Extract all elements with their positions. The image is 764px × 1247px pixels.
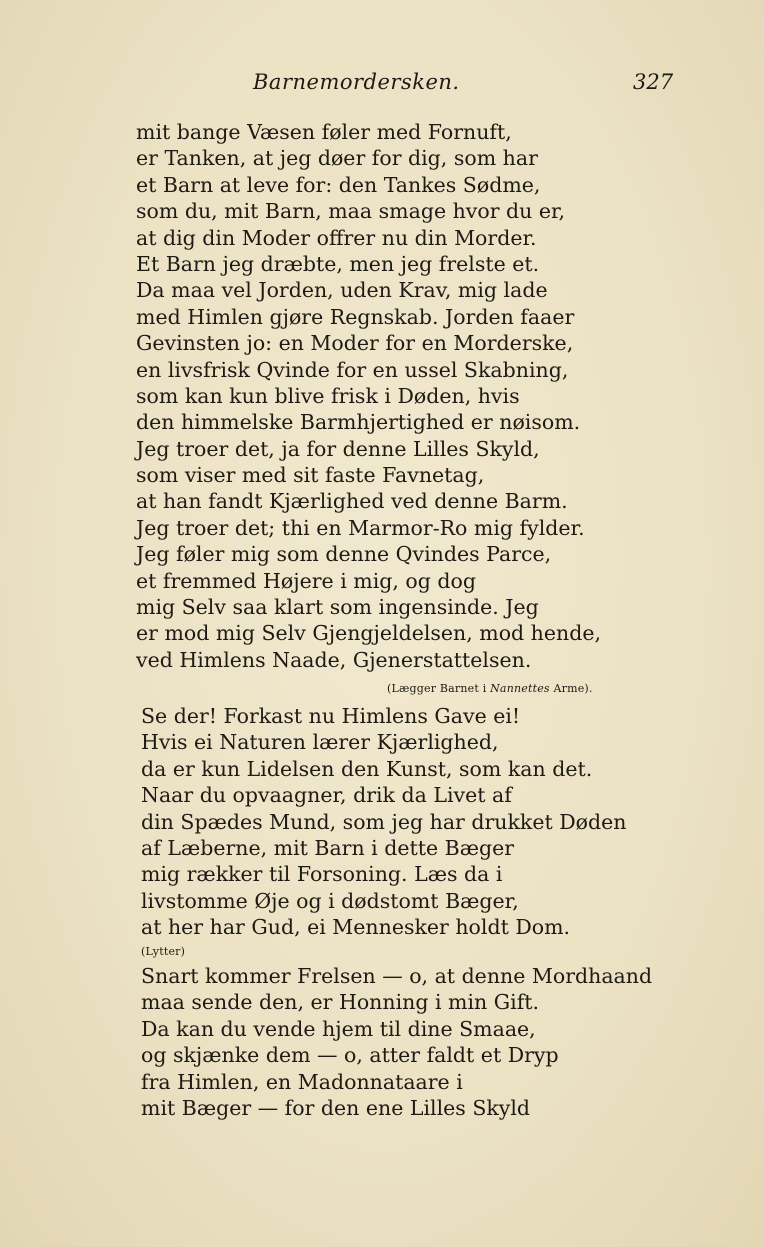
verse-line: som viser med sit faste Favnetag, xyxy=(136,463,485,488)
verse-line: et Barn at leve for: den Tankes Sødme, xyxy=(136,172,541,197)
page-number: 327 xyxy=(633,70,674,94)
stage-direction-name: Nannettes xyxy=(490,682,550,695)
verse-line: som kan kun blive frisk i Døden, hvis xyxy=(136,383,520,408)
verse-line: mig rækker til Forsoning. Læs da i xyxy=(141,862,503,887)
verse-line: en livsfrisk Qvinde for en ussel Skabning, xyxy=(136,357,569,382)
verse-line: et fremmed Højere i mig, og dog xyxy=(136,568,477,593)
verse-line: og skjænke dem — o, atter faldt et Dryp xyxy=(141,1043,559,1068)
verse-line: Jeg føler mig som denne Qvindes Parce, xyxy=(136,542,552,567)
verse-line: Jeg troer det; thi en Marmor-Ro mig fylder. xyxy=(136,515,585,540)
verse-line: Da kan du vende hjem til dine Smaae, xyxy=(141,1016,536,1041)
verse-line: at dig din Moder offrer nu din Morder. xyxy=(136,225,537,250)
verse-line: Et Barn jeg dræbte, men jeg frelste et. xyxy=(136,251,540,276)
verse-line: Snart kommer Frelsen — o, at denne Mordhaand xyxy=(141,964,653,988)
verse-line: som du, mit Barn, maa smage hvor du er, xyxy=(136,199,566,224)
verse-line: mit bange Væsen føler med Fornuft, xyxy=(136,120,512,144)
verse-line: at han fandt Kjærlighed ved denne Barm. xyxy=(136,489,568,514)
verse-line: maa sende den, er Honning i min Gift. xyxy=(141,990,540,1015)
verse-block-3 xyxy=(141,963,653,1121)
stage-direction xyxy=(387,682,593,695)
stage-direction: (Lytter) xyxy=(141,945,186,958)
verse-line: da er kun Lidelsen den Kunst, som kan det. xyxy=(141,756,593,781)
verse-block-1 xyxy=(136,119,636,673)
verse-line: er Tanken, at jeg døer for dig, som har xyxy=(136,146,538,171)
verse-line: livstomme Øje og i dødstomt Bæger, xyxy=(141,888,519,913)
verse-line: Naar du opvaagner, drik da Livet af xyxy=(141,783,512,808)
stage-direction-text: Arme). xyxy=(549,682,593,695)
verse-line: fra Himlen, en Madonnataare i xyxy=(141,1069,463,1094)
verse-line: er mod mig Selv Gjengjeldelsen, mod hende, xyxy=(136,621,601,646)
verse-line: Gevinsten jo: en Moder for en Morderske, xyxy=(136,331,574,356)
verse-line: den himmelske Barmhjertighed er nøisom. xyxy=(136,410,581,435)
verse-block-2 xyxy=(141,703,641,941)
verse-line: med Himlen gjøre Regnskab. Jorden faaer xyxy=(136,304,575,329)
verse-line: Jeg troer det, ja for denne Lilles Skyld, xyxy=(136,436,540,461)
verse-line: Da maa vel Jorden, uden Krav, mig lade xyxy=(136,278,548,303)
verse-line: af Læberne, mit Barn i dette Bæger xyxy=(141,835,515,860)
verse-line: Hvis ei Naturen lærer Kjærlighed, xyxy=(141,730,499,755)
verse-line: mit Bæger — for den ene Lilles Skyld xyxy=(141,1095,531,1120)
verse-line: din Spædes Mund, som jeg har drukket Døden xyxy=(141,809,627,834)
verse-line: Se der! Forkast nu Himlens Gave ei! xyxy=(141,704,521,728)
verse-line: mig Selv saa klart som ingensinde. Jeg xyxy=(136,595,539,620)
running-title: Barnemordersken. xyxy=(253,70,460,94)
verse-line: ved Himlens Naade, Gjenerstattelsen. xyxy=(136,647,532,672)
verse-line: at her har Gud, ei Mennesker holdt Dom. xyxy=(141,915,571,940)
stage-direction-text: (Lægger Barnet i xyxy=(387,682,491,695)
running-head xyxy=(0,70,764,100)
